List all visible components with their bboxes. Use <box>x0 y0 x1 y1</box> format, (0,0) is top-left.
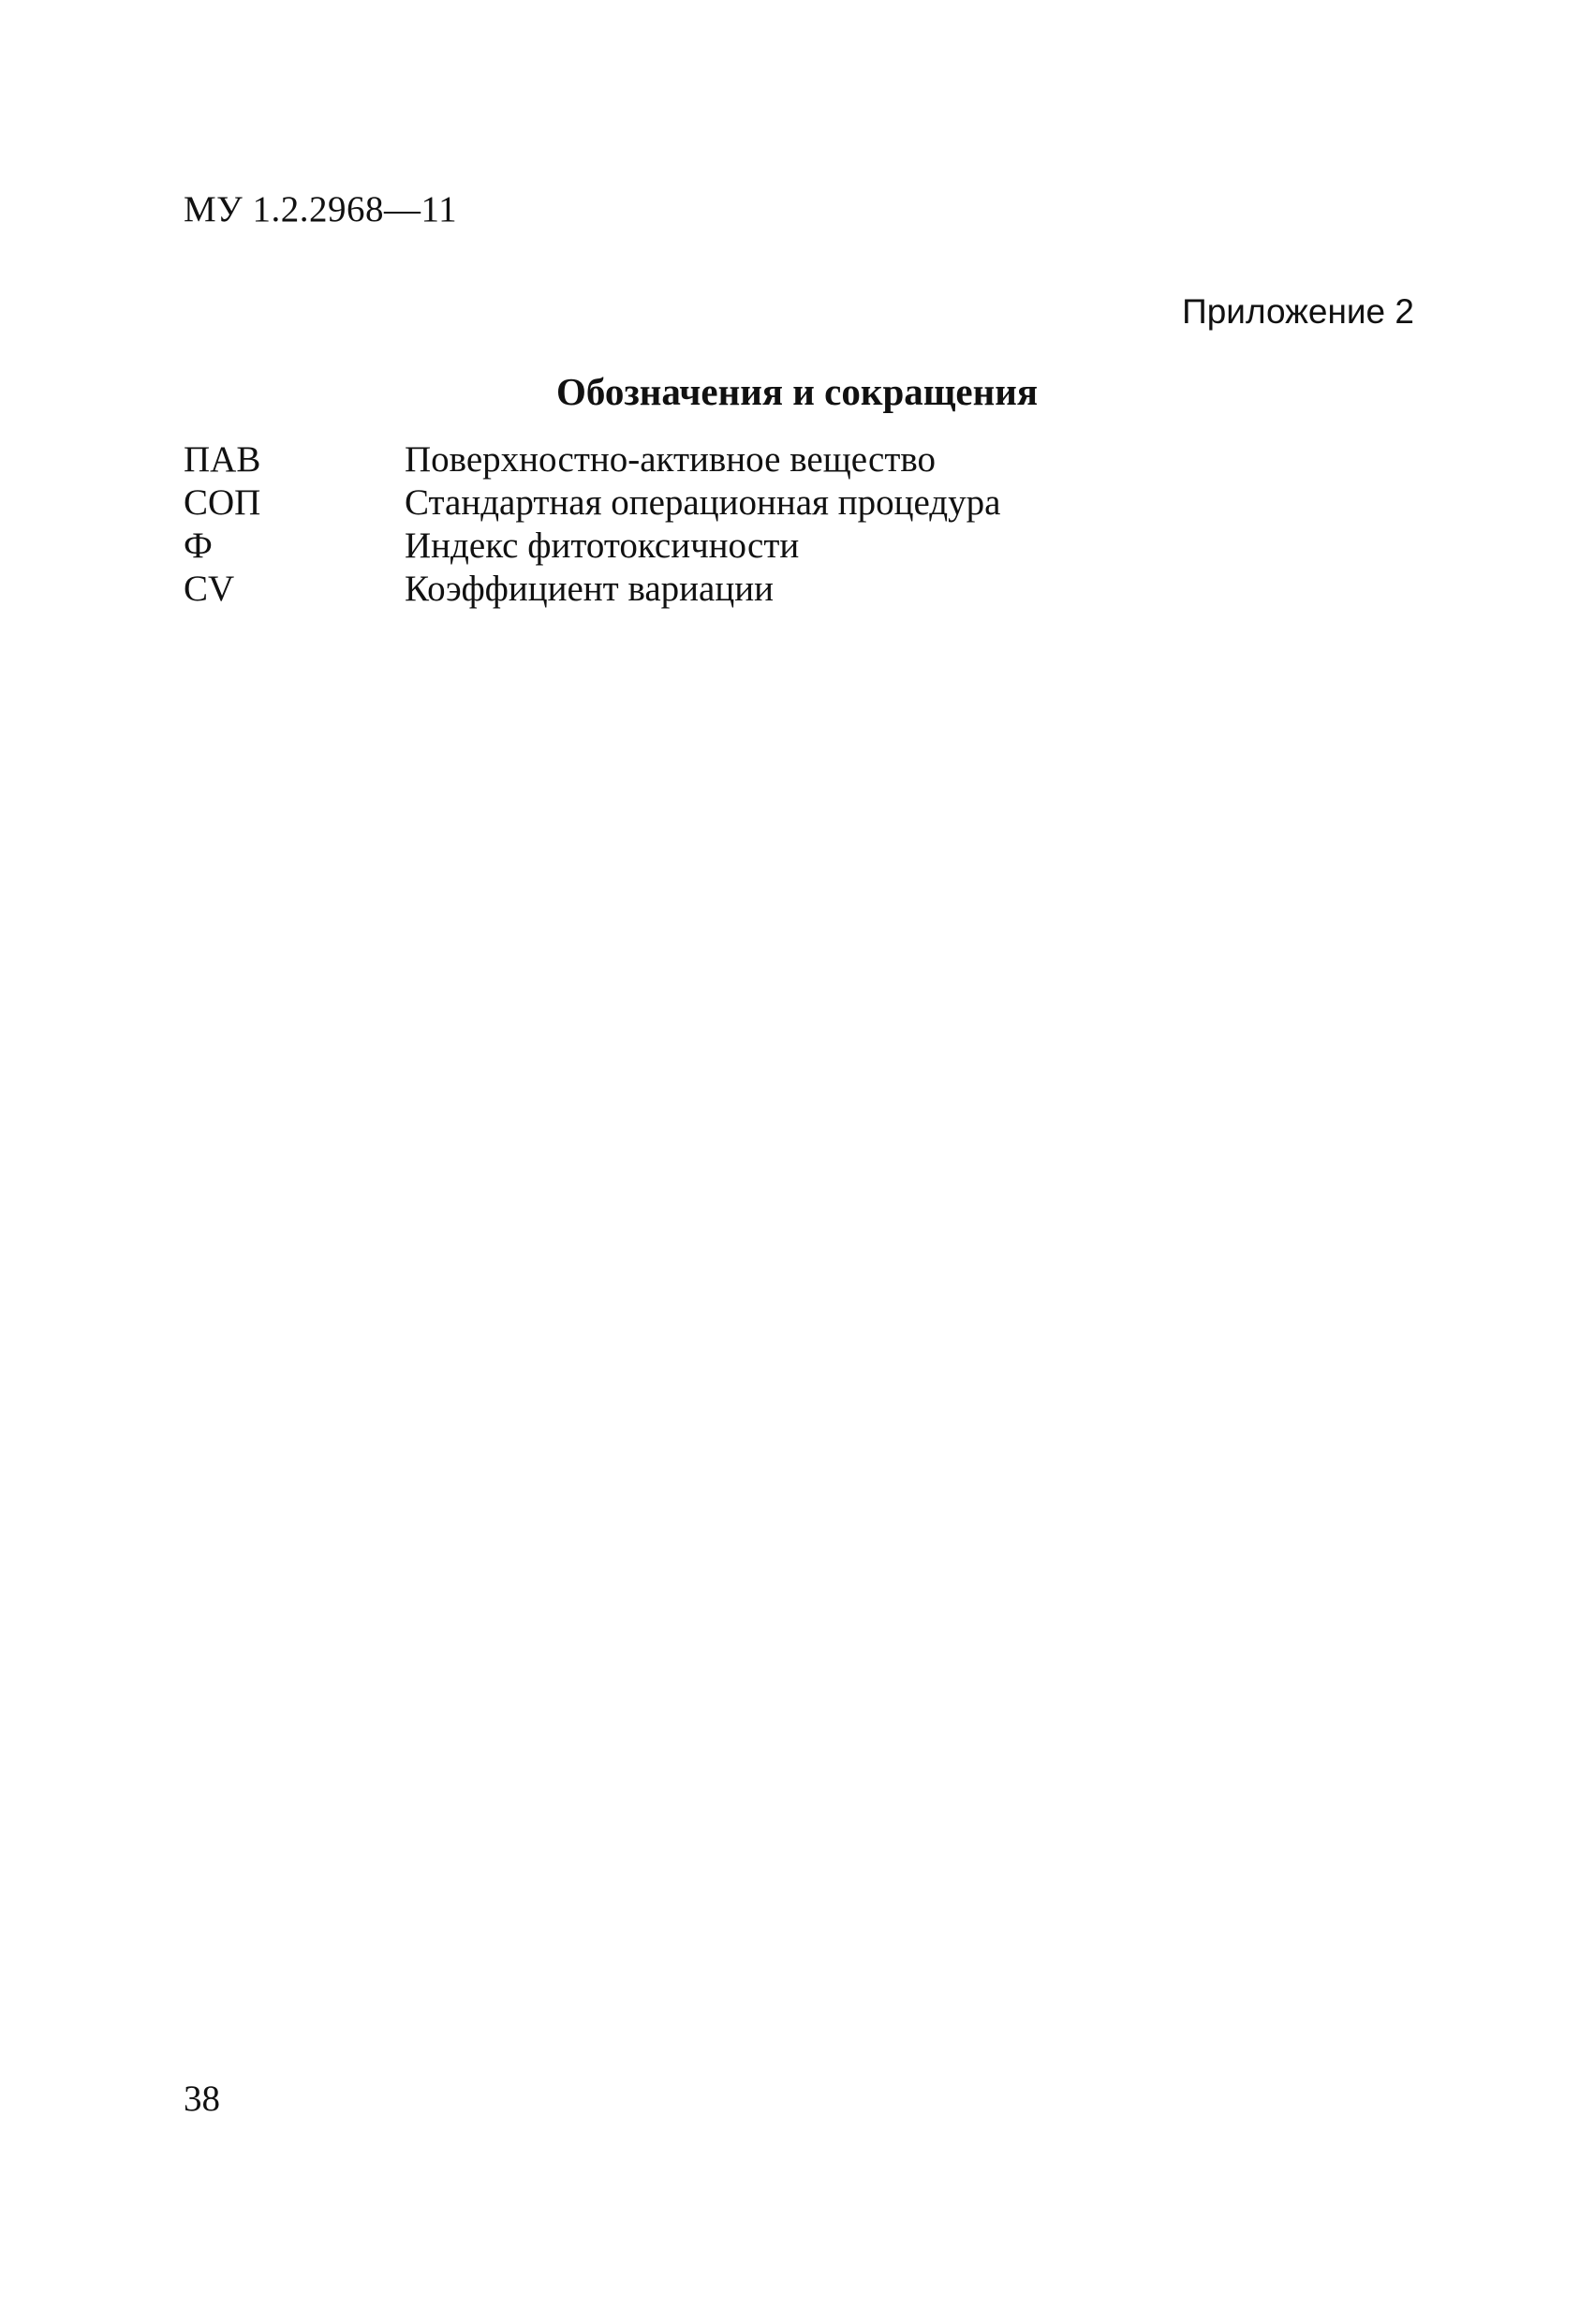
appendix-label: Приложение 2 <box>1182 292 1414 331</box>
abbreviation-definition: Стандартная операционная процедура <box>405 482 1001 523</box>
abbreviation-term: СОП <box>184 482 261 523</box>
abbreviation-definition: Коэффициент вариации <box>405 569 774 609</box>
abbreviation-definition: Индекс фитотоксичности <box>405 525 800 566</box>
abbreviation-term: Ф <box>184 525 213 566</box>
section-title: Обозначения и сокращения <box>555 370 1039 413</box>
abbreviation-term: ПАВ <box>184 439 261 480</box>
abbreviation-definition: Поверхностно-активное вещество <box>405 439 937 480</box>
abbreviation-term: CV <box>184 569 235 609</box>
page-number: 38 <box>184 2079 220 2119</box>
document-code: МУ 1.2.2968—11 <box>184 189 458 229</box>
